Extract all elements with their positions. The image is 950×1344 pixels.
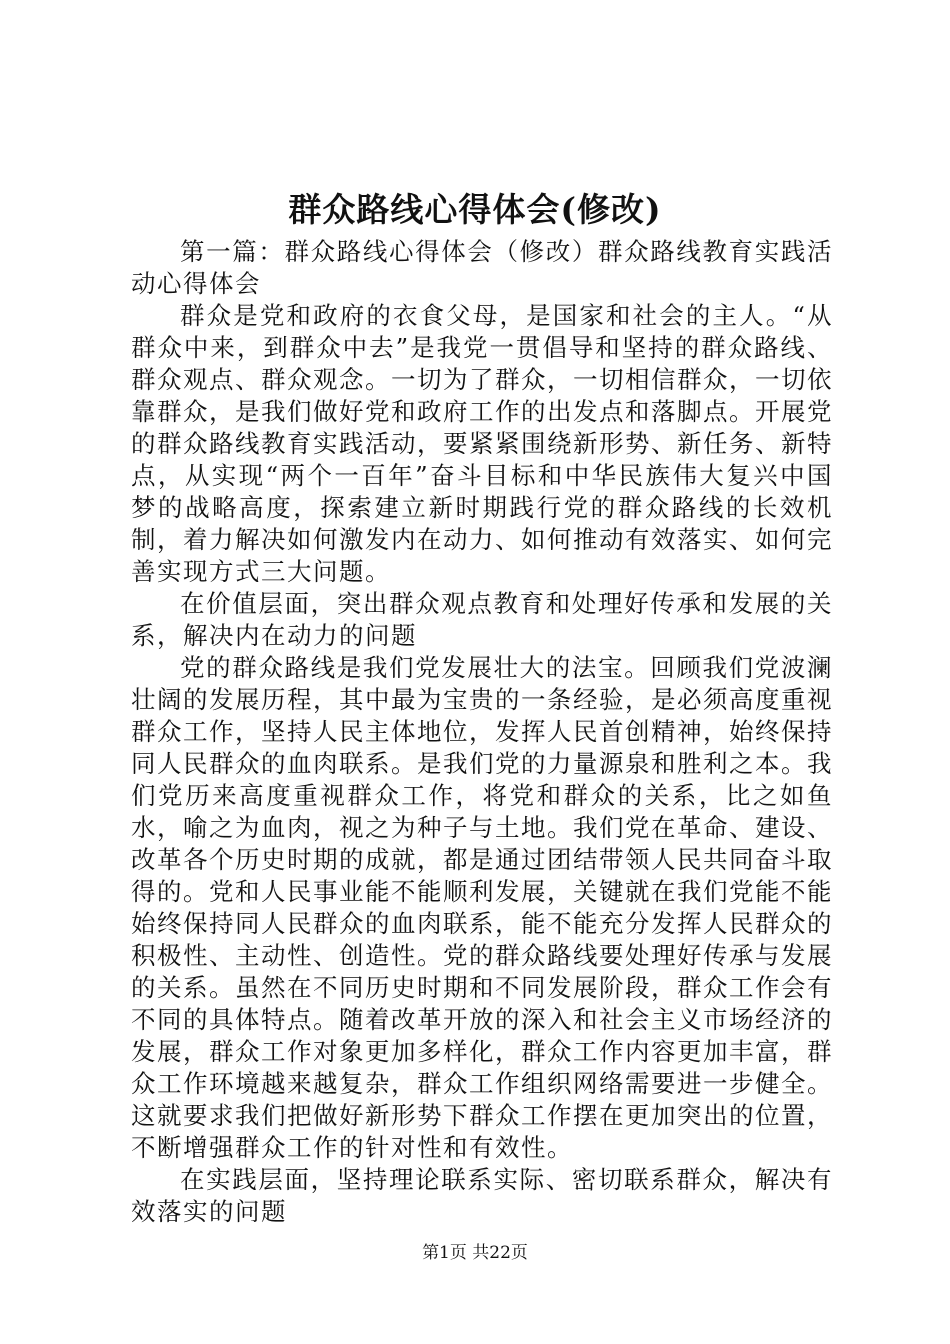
paragraph-1: 第一篇：群众路线心得体会（修改）群众路线教育实践活动心得体会 (131, 237, 833, 298)
document-title: 群众路线心得体会(修改) (288, 190, 662, 229)
paragraph-3: 在价值层面，突出群众观点教育和处理好传承和发展的关系，解决内在动力的问题 (131, 589, 833, 650)
document-body (131, 236, 833, 1228)
paragraph-5: 在实践层面，坚持理论联系实际、密切联系群众，解决有效落实的问题 (131, 1165, 833, 1226)
paragraph-2: 群众是党和政府的衣食父母，是国家和社会的主人。“从群众中来，到群众中去”是我党一贯倡导和坚持的群众路线、群众观点、群众观念。一切为了群众，一切相信群众，一切依靠群众，是我们做好党和政府工作的出发点和落脚点。开展党的群众路线教育实践活动，要紧紧围绕新形势、新任务、新特点，从实现“两个一百年”奋斗目标和中华民族伟大复兴中国梦的战略高度，探索建立新时期践行党的群众路线的长效机制，着力解决如何激发内在动力、如何推动有效落实、如何完善实现方式三大问题。 (131, 301, 833, 586)
paragraph-4: 党的群众路线是我们党发展壮大的法宝。回顾我们党波澜壮阔的发展历程，其中最为宝贵的一条经验，是必须高度重视群众工作，坚持人民主体地位，发挥人民首创精神，始终保持同人民群众的血肉联系。是我们党的力量源泉和胜利之本。我们党历来高度重视群众工作，将党和群众的关系，比之如鱼水，喻之为血肉，视之为种子与土地。我们党在革命、建设、改革各个历史时期的成就，都是通过团结带领人民共同奋斗取得的。党和人民事业能不能顺利发展，关键就在我们党能不能始终保持同人民群众的血肉联系，能不能充分发挥人民群众的积极性、主动性、创造性。党的群众路线要处理好传承与发展的关系。虽然在不同历史时期和不同发展阶段，群众工作会有不同的具体特点。随着改革开放的深入和社会主义市场经济的发展，群众工作对象更加多样化，群众工作内容更加丰富，群众工作环境越来越复杂，群众工作组织网络需要进一步健全。这就要求我们把做好新形势下群众工作摆在更加突出的位置，不断增强群众工作的针对性和有效性。 (131, 653, 833, 1162)
page-number-footer: 第1页 共22页 (422, 1243, 528, 1263)
